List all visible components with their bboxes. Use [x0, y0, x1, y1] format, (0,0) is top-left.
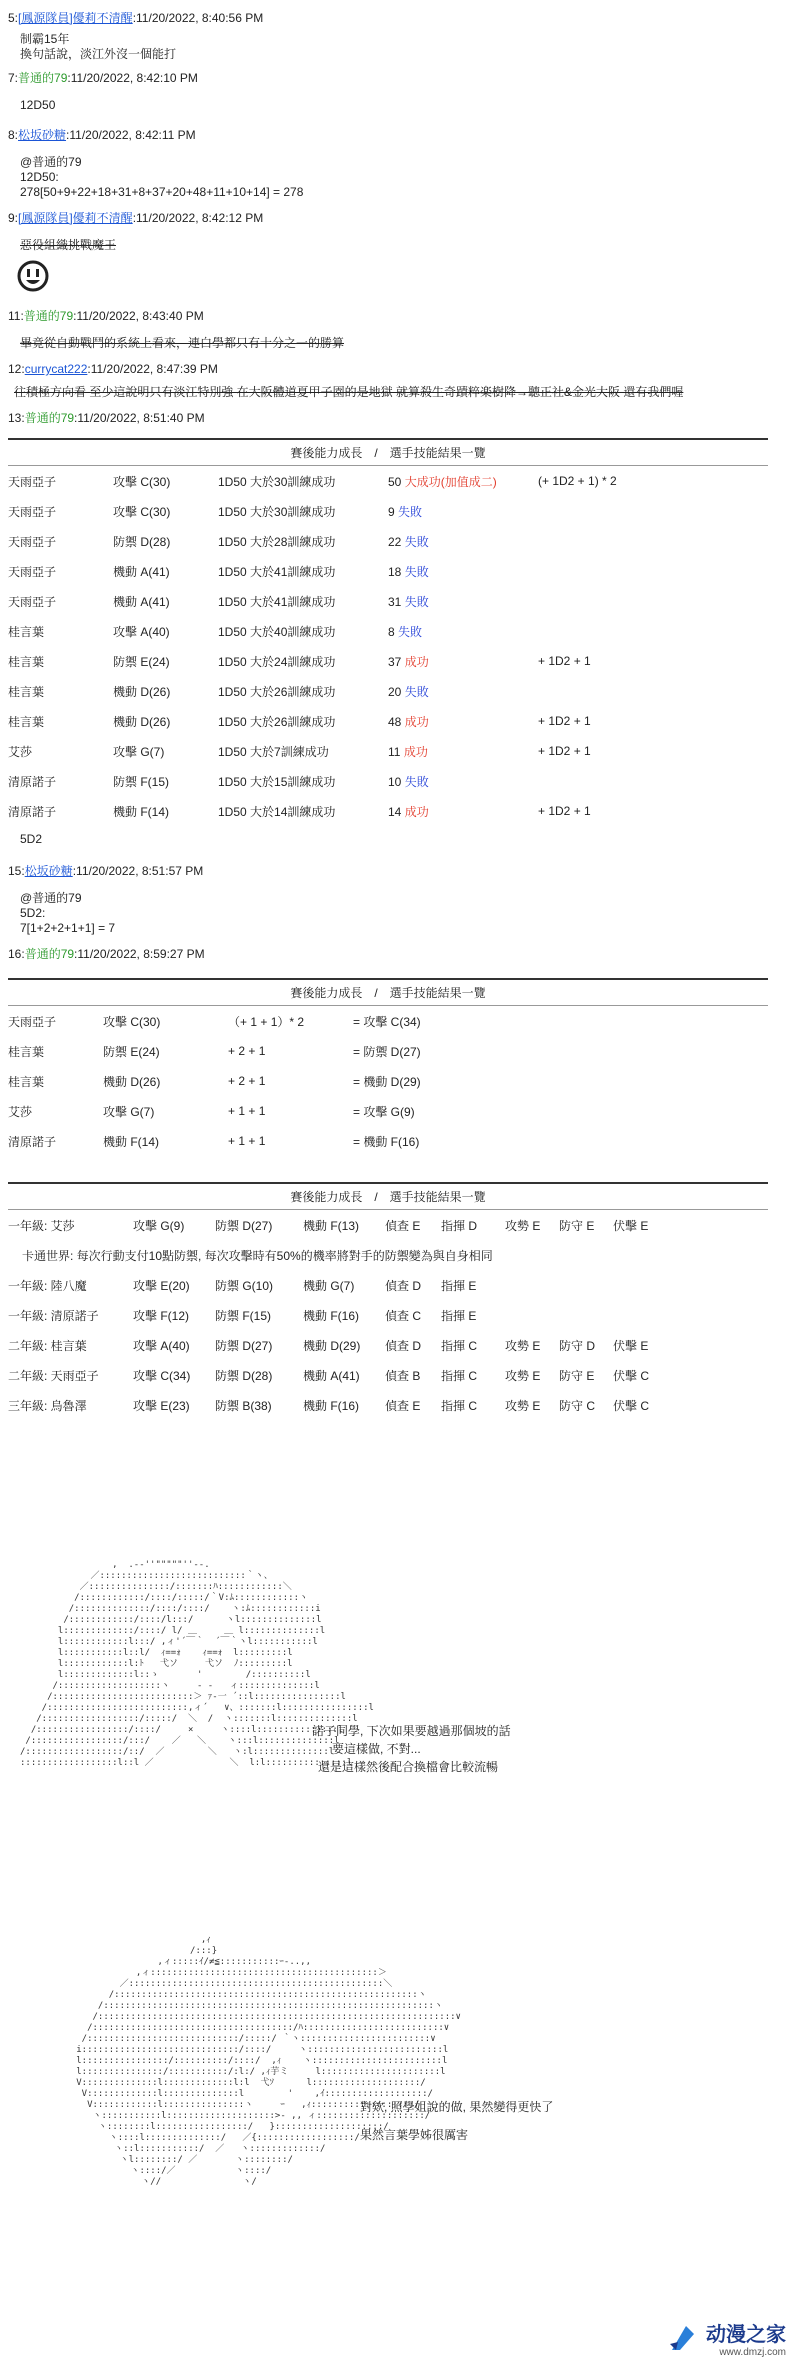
row-result: 失敗 — [398, 624, 423, 639]
stat-cell — [613, 1270, 768, 1300]
stat-cell: 防禦 B(38) — [215, 1398, 272, 1413]
row-result: 失敗 — [404, 564, 429, 579]
roster-stats-table — [8, 1182, 768, 1420]
row-value: 18 — [388, 564, 402, 579]
row-stat: 機動 A(41) — [113, 564, 170, 579]
row-result: = 機動 F(16) — [353, 1134, 420, 1149]
stat-cell: 防禦 D(27) — [215, 1218, 273, 1233]
row-outcome — [388, 736, 538, 766]
post-time: :11/20/2022, 8:47:39 PM — [87, 362, 218, 376]
table-title: 賽後能力成長 / 選手技能結果一覽 — [8, 979, 768, 1006]
row-name: 天雨亞子 — [8, 564, 57, 579]
row-stat: 攻擊 A(40) — [113, 624, 170, 639]
row-stat: 機動 A(41) — [113, 594, 170, 609]
row-name: 桂言葉 — [8, 714, 45, 729]
post-user-link[interactable]: 普通的79 — [18, 71, 68, 85]
row-name: 桂言葉 — [8, 1044, 45, 1059]
stat-cell: 指揮 E — [441, 1278, 477, 1293]
row-value: 37 — [388, 654, 402, 669]
table-title: 賽後能力成長 / 選手技能結果一覽 — [8, 439, 768, 466]
table-row — [8, 1390, 768, 1420]
row-roll: 1D50 大於7訓練成功 — [218, 744, 329, 759]
stat-cell: 機動 D(29) — [303, 1338, 361, 1353]
post-time: :11/20/2022, 8:43:40 PM — [73, 309, 204, 323]
table-row — [8, 496, 768, 526]
table-row — [8, 1066, 768, 1096]
row-roll: 1D50 大於41訓練成功 — [218, 594, 336, 609]
row-name: 天雨亞子 — [8, 1014, 57, 1029]
stat-cell: 機動 F(16) — [303, 1308, 360, 1323]
row-roll: 1D50 大於26訓練成功 — [218, 684, 336, 699]
post-line: 惡役組織挑戰魔王 — [20, 238, 117, 252]
post-time: :11/20/2022, 8:42:12 PM — [132, 211, 264, 225]
table-row — [8, 466, 768, 497]
stat-cell — [559, 1270, 613, 1300]
dice-footer: 5D2 — [20, 832, 43, 846]
row-stat: 機動 D(26) — [103, 1074, 161, 1089]
row-extra: + 1D2 + 1 — [538, 804, 591, 818]
stat-cell: 攻勢 E — [505, 1368, 541, 1383]
training-result-table — [8, 438, 768, 826]
post-number: 7: — [8, 71, 19, 85]
row-stat: 機動 D(26) — [113, 684, 171, 699]
post-line: @普通的79 — [20, 155, 82, 169]
post-user-link[interactable]: 普通的79 — [24, 411, 75, 425]
stat-cell: 攻勢 E — [505, 1218, 541, 1233]
post-number: 8: — [8, 128, 19, 142]
row-roll: 1D50 大於15訓練成功 — [218, 774, 336, 789]
row-calc: + 2 + 1 — [228, 1044, 266, 1058]
row-calc: + 1 + 1 — [228, 1104, 266, 1118]
stat-cell: 指揮 D — [441, 1218, 478, 1233]
post-user-link[interactable]: 普通的79 — [24, 947, 75, 961]
row-result: 成功 — [404, 714, 429, 729]
post-13 — [8, 410, 778, 426]
row-result: 失敗 — [404, 774, 429, 789]
post-time: :11/20/2022, 8:59:27 PM — [74, 947, 205, 961]
stat-cell: 防禦 F(15) — [215, 1308, 272, 1323]
row-outcome — [388, 766, 538, 796]
table-row — [8, 616, 768, 646]
row-roll: 1D50 大於14訓練成功 — [218, 804, 336, 819]
row-name: 天雨亞子 — [8, 474, 57, 489]
growth-calc-table — [8, 978, 768, 1156]
row-roll: 1D50 大於41訓練成功 — [218, 564, 336, 579]
stat-cell: 防守 C — [559, 1398, 596, 1413]
stat-cell: 伏擊 C — [613, 1398, 650, 1413]
row-roll: 1D50 大於30訓練成功 — [218, 504, 336, 519]
row-extra: + 1D2 + 1 — [538, 744, 591, 758]
ascii-art-character-1: , .-‐''"""""''‐-. ／:::::::::::::::::::::::::::｀ヽ、 ／:::::::::::::::/:::::::ﾊ::::::::::::＼ /::::::::::::/::::/:::::/｀V:ﾑ::::::::::::ヽ /::::::::::::::/::::/::::/ ヽ:ﾑ::::::::::::i /::::::::::::/::::/l:::/ ヽl::::::::::::::l l:::::::::::::/::::/ l/ ＿ ＿ l::::::::::::::l l::::::::::::l:::/ ,ィ'´￣｀ ´￣｀ヽl:::::::::::l l:::::::::::l::l/ ｨ==ｫ ｨ==ｫ l:::::::::l l::::::::::::l:ﾄ 弋ソ 弋ソ ﾉ:::::::::l l:::::::::::::l::ゝ ' /::::::::::l /:::::::::::::::::::ヽ - ‐ ィ::::::::::::::l /::::::::::::::::::::::::::＞ ｧ-一 ´::l::::::::::::::::l /::::::::::::::::::::::::::,ィ´ ∨、:::::::l::::::::::::::::l /::::::::::::::::::/:::::/ ＼ / ヽ:::::::l::::::::::::::l /:::::::::::::::::/::::/ × ヽ::::l:::::::::::::::l /:::::::::::::::::/:::/ ／ ＼ ヽ:::l::::::::::::::l /::::::::::::::::::/::/ ／ ＼ ヽ:l::::::::::::::l ::::::::::::::::::l::l ／ ＼ l:l:::::::::::::::l — [20, 1560, 374, 1768]
table-row — [8, 766, 768, 796]
row-outcome — [388, 676, 538, 706]
row-extra: (+ 1D2 + 1) * 2 — [538, 474, 617, 488]
row-result: 失敗 — [404, 534, 429, 549]
post-line: 往積極方向看 至少這說明只有淡江特別強 在大阪體道夏甲子園的是地獄 就算殺生奇蹟粹楽樹降→聽正社&金光大阪 還有我們喔 — [14, 385, 684, 399]
table-row — [8, 1300, 768, 1330]
row-calc: （+ 1 + 1）* 2 — [228, 1014, 305, 1029]
stat-cell: 指揮 C — [441, 1338, 478, 1353]
row-outcome — [388, 706, 538, 736]
row-roll: 1D50 大於24訓練成功 — [218, 654, 336, 669]
post-number: 11: — [8, 309, 24, 323]
stat-cell: 伏擊 C — [613, 1368, 650, 1383]
row-outcome — [388, 556, 538, 586]
row-roll: 1D50 大於40訓練成功 — [218, 624, 336, 639]
row-extra — [538, 766, 768, 796]
stat-cell: 攻勢 E — [505, 1398, 541, 1413]
stat-cell: 攻擊 E(23) — [133, 1398, 190, 1413]
row-roll: 1D50 大於26訓練成功 — [218, 714, 336, 729]
player-name: 二年級: 天雨亞子 — [8, 1368, 99, 1383]
site-watermark — [666, 2318, 786, 2358]
post-15 — [8, 863, 778, 936]
table-row — [8, 1096, 768, 1126]
post-number: 13: — [8, 411, 25, 425]
row-result: = 防禦 D(27) — [353, 1044, 421, 1059]
table-row — [8, 706, 768, 736]
stat-cell: 防守 D — [559, 1338, 596, 1353]
post-number: 16: — [8, 947, 25, 961]
row-name: 桂言葉 — [8, 654, 45, 669]
post-number: 15: — [8, 864, 25, 878]
table-row — [8, 1330, 768, 1360]
table-row — [8, 1006, 768, 1037]
stat-cell: 偵查 E — [385, 1398, 421, 1413]
stat-cell — [505, 1300, 559, 1330]
post-11 — [8, 308, 778, 351]
row-value: 48 — [388, 714, 402, 729]
row-result: 大成功(加值成二) — [404, 474, 497, 489]
post-user-link[interactable]: 普通的79 — [23, 309, 74, 323]
post-user-link[interactable]: [鳳源隊員]優莉不清醒 — [18, 11, 133, 25]
row-result: 成功 — [403, 744, 428, 759]
post-user-link[interactable]: 松坂砂糖 — [24, 864, 73, 878]
table-row — [8, 1270, 768, 1300]
row-name: 艾莎 — [8, 744, 33, 759]
row-extra — [538, 616, 768, 646]
stat-cell: 偵查 C — [385, 1308, 422, 1323]
post-time: :11/20/2022, 8:51:40 PM — [74, 411, 205, 425]
post-8 — [8, 127, 778, 200]
post-line: 7[1+2+2+1+1] = 7 — [20, 921, 116, 935]
row-stat: 防禦 E(24) — [103, 1044, 160, 1059]
dmzj-logo-icon — [666, 2320, 700, 2357]
speech-line: 要這樣做, 不對... — [332, 1742, 421, 1756]
stat-cell: 防守 E — [559, 1218, 595, 1233]
row-extra — [538, 556, 768, 586]
row-stat: 機動 F(14) — [103, 1134, 160, 1149]
player-name: 二年級: 桂言葉 — [8, 1338, 87, 1353]
row-extra: + 1D2 + 1 — [538, 714, 591, 728]
stat-cell — [613, 1300, 768, 1330]
row-value: 31 — [388, 594, 402, 609]
post-16 — [8, 946, 778, 962]
speech-line: 諾子同學, 下次如果要越過那個坡的話 — [312, 1724, 511, 1738]
row-result: 成功 — [404, 804, 429, 819]
ascii-art-speech-2 — [360, 2098, 553, 2144]
player-name: 一年級: 清原諾子 — [8, 1308, 99, 1323]
skill-note-row — [8, 1240, 768, 1270]
row-extra — [538, 676, 768, 706]
row-value: 20 — [388, 684, 402, 699]
row-value: 22 — [388, 534, 402, 549]
table-row — [8, 646, 768, 676]
row-result: 失敗 — [398, 504, 423, 519]
speech-line: 對欸, 照學姐說的做, 果然變得更快了 — [360, 2100, 554, 2114]
post-line: 畢竟從自動戰鬥的系統上看來，連白學都只有十分之一的勝算 — [20, 336, 345, 350]
row-name: 天雨亞子 — [8, 534, 57, 549]
player-name: 一年級: 陸八魔 — [8, 1278, 87, 1293]
player-name: 三年級: 烏魯澤 — [8, 1398, 87, 1413]
stat-cell: 攻擊 C(34) — [133, 1368, 191, 1383]
table-row — [8, 1210, 768, 1241]
post-time: :11/20/2022, 8:40:56 PM — [132, 11, 264, 25]
table-title: 賽後能力成長 / 選手技能結果一覽 — [8, 1183, 768, 1210]
post-user-link[interactable]: [鳳源隊員]優莉不清醒 — [18, 211, 133, 225]
stat-cell: 指揮 C — [441, 1368, 478, 1383]
post-line: 5D2: — [20, 906, 46, 920]
table-row — [8, 1126, 768, 1156]
post-12 — [8, 361, 778, 400]
stat-cell: 指揮 E — [441, 1308, 477, 1323]
table-row — [8, 796, 768, 826]
post-number: 9: — [8, 211, 19, 225]
row-name: 桂言葉 — [8, 624, 45, 639]
row-value: 8 — [388, 624, 395, 639]
post-user-link[interactable]: currycat222 — [24, 362, 88, 376]
row-roll: 1D50 大於30訓練成功 — [218, 474, 336, 489]
row-outcome — [388, 526, 538, 556]
stat-cell: 指揮 C — [441, 1398, 478, 1413]
row-stat: 攻擊 G(7) — [113, 744, 165, 759]
row-stat: 防禦 E(24) — [113, 654, 170, 669]
row-extra — [538, 496, 768, 526]
skill-note: 卡通世界: 每次行動支付10點防禦, 每次攻擊時有50%的機率將對手的防禦變為與自身相同 — [22, 1248, 493, 1263]
post-time: :11/20/2022, 8:51:57 PM — [72, 864, 204, 878]
row-stat: 攻擊 G(7) — [103, 1104, 155, 1119]
smiley-face-icon — [16, 259, 778, 300]
row-result: 失敗 — [404, 684, 429, 699]
row-stat: 防禦 F(15) — [113, 774, 170, 789]
stat-cell: 伏擊 E — [613, 1338, 649, 1353]
row-extra — [538, 526, 768, 556]
post-5 — [8, 10, 778, 62]
speech-line: 還是這樣然後配合換檔會比較流暢 — [318, 1760, 499, 1774]
row-name: 天雨亞子 — [8, 504, 57, 519]
stat-cell: 防守 E — [559, 1368, 595, 1383]
post-number: 5: — [8, 11, 19, 25]
post-time: :11/20/2022, 8:42:10 PM — [67, 71, 198, 85]
post-line: 制霸15年 — [20, 32, 70, 46]
row-stat: 攻擊 C(30) — [113, 504, 171, 519]
post-line: @普通的79 — [20, 891, 82, 905]
post-line: 12D50 — [20, 98, 56, 112]
row-result: 失敗 — [404, 594, 429, 609]
stat-cell: 攻擊 A(40) — [133, 1338, 190, 1353]
stat-cell: 攻擊 F(12) — [133, 1308, 190, 1323]
stat-cell: 偵查 D — [385, 1338, 422, 1353]
stat-cell: 伏擊 E — [613, 1218, 649, 1233]
player-name: 一年級: 艾莎 — [8, 1218, 75, 1233]
stat-cell: 攻勢 E — [505, 1338, 541, 1353]
post-line: 換句話說，淡江外沒一個能打 — [20, 47, 177, 61]
stat-cell: 機動 F(13) — [303, 1218, 360, 1233]
stat-cell — [505, 1270, 559, 1300]
stat-cell: 機動 A(41) — [303, 1368, 360, 1383]
row-name: 桂言葉 — [8, 684, 45, 699]
logo-text: 动漫之家 — [706, 2324, 786, 2346]
row-calc: + 1 + 1 — [228, 1134, 266, 1148]
row-value: 10 — [388, 774, 402, 789]
post-line: 278[50+9+22+18+31+8+37+20+48+11+10+14] = 278 — [20, 185, 304, 199]
post-line: 12D50: — [20, 170, 59, 184]
stat-cell: 攻擊 G(9) — [133, 1218, 185, 1233]
row-value: 50 — [388, 474, 402, 489]
row-extra — [538, 586, 768, 616]
table-row — [8, 1036, 768, 1066]
row-value: 14 — [388, 804, 402, 819]
row-stat: 機動 F(14) — [113, 804, 170, 819]
row-calc: + 2 + 1 — [228, 1074, 266, 1088]
row-outcome — [388, 496, 538, 526]
post-9 — [8, 210, 778, 300]
post-time: :11/20/2022, 8:42:11 PM — [66, 128, 196, 142]
row-result: 成功 — [404, 654, 429, 669]
row-stat: 防禦 D(28) — [113, 534, 171, 549]
table-row — [8, 556, 768, 586]
table-row — [8, 586, 768, 616]
stat-cell: 偵查 D — [385, 1278, 422, 1293]
stat-cell: 偵查 E — [385, 1218, 421, 1233]
speech-line: 果然言葉學姊很厲害 — [360, 2128, 469, 2142]
row-name: 天雨亞子 — [8, 594, 57, 609]
row-name: 清原諾子 — [8, 774, 57, 789]
row-stat: 攻擊 C(30) — [113, 474, 171, 489]
ascii-art-character-2: ,ｨ /:::} ,ィ:::::ｲ/≠≦:::::::::::ｰ-..,, ,ィ::::::::::::::::::::::::::::::::::::::::::＞ ／:::::::::::::::::::::::::::::::::::::::::::::::＼ /::::::::::::::::::::::::::::::::::::::::::::::::::::::::ヽ /:::::::::::::::::::::::::::::::::::::::::::::::::::::::::::::ヽ /::::::::::::::::::::::::::::::::::::::::::::::::::::::::::::::::::∨ /:::::::::::::::::::::::::::::::::::::/ﾊ::::::::::::::::::::::::::∨ /::::::::::::::::::::::::::::/:::::/ ｀ヽ::::::::::::::::::::::::∨ i:::::::::::::::::::::::::::::/::::/ ヽ:::::::::::::::::::::::::l l::::::::::::::::/::::::::::/::::/ ,ｨ ヽ::::::::::::::::::::::::l l:::::::::::::::/:::::::::::/:l:/ ,ｨ芋ミ l::::::::::::::::::::::l V::::::::::::::l:::::::::::::l:l 弋ｿ l::::::::::::::::::::/ V:::::::::::::l::::::::::::::l ' ,ｲ:::::::::::::::::::/ V::::::::::::l:::::::::::::::ヽ ｰ ,ｨ:::::::::::::::::::/ ヽ:::::::::::l::::::::::::::::::::>- ,, ィ::::::::::::::::::::/ ヽ::::::::l:::::::::::::::::/ }::::::::::::::::::::/ ヽ::::l::::::::::::::/ ／{::::::::::::::::::/ ヽ::l:::::::::::/ ／ ヽ:::::::::::::/ ヽl::::::::/ ／ ヽ::::::::/ ヽ::::/／ ヽ::::/ ヽ// ヽ/ — [76, 1935, 461, 2187]
row-value: 9 — [388, 504, 395, 519]
table-row — [8, 736, 768, 766]
row-result: = 攻擊 G(9) — [353, 1104, 415, 1119]
post-number: 12: — [8, 362, 25, 376]
row-outcome — [388, 616, 538, 646]
row-value: 11 — [388, 744, 401, 759]
ascii-art-speech-1 — [312, 1722, 511, 1776]
stat-cell: 防禦 D(28) — [215, 1368, 273, 1383]
stat-cell: 防禦 G(10) — [215, 1278, 274, 1293]
row-name: 艾莎 — [8, 1104, 33, 1119]
row-outcome — [388, 646, 538, 676]
stat-cell: 防禦 D(27) — [215, 1338, 273, 1353]
row-name: 清原諾子 — [8, 804, 57, 819]
stat-cell: 機動 F(16) — [303, 1398, 360, 1413]
row-extra: + 1D2 + 1 — [538, 654, 591, 668]
row-result: = 攻擊 C(34) — [353, 1014, 421, 1029]
stat-cell — [559, 1300, 613, 1330]
stat-cell: 攻擊 E(20) — [133, 1278, 190, 1293]
row-roll: 1D50 大於28訓練成功 — [218, 534, 336, 549]
row-outcome — [388, 586, 538, 616]
row-stat: 機動 D(26) — [113, 714, 171, 729]
row-result: = 機動 D(29) — [353, 1074, 421, 1089]
table-row — [8, 1360, 768, 1390]
table-row — [8, 676, 768, 706]
table-row — [8, 526, 768, 556]
row-stat: 攻擊 C(30) — [103, 1014, 161, 1029]
stat-cell: 偵查 B — [385, 1368, 421, 1383]
post-7 — [8, 70, 778, 113]
row-outcome — [388, 796, 538, 826]
row-name: 清原諾子 — [8, 1134, 57, 1149]
row-outcome — [388, 466, 538, 497]
logo-url: www.dmzj.com — [719, 2347, 786, 2358]
row-name: 桂言葉 — [8, 1074, 45, 1089]
post-user-link[interactable]: 松坂砂糖 — [18, 128, 67, 142]
stat-cell: 機動 G(7) — [303, 1278, 355, 1293]
